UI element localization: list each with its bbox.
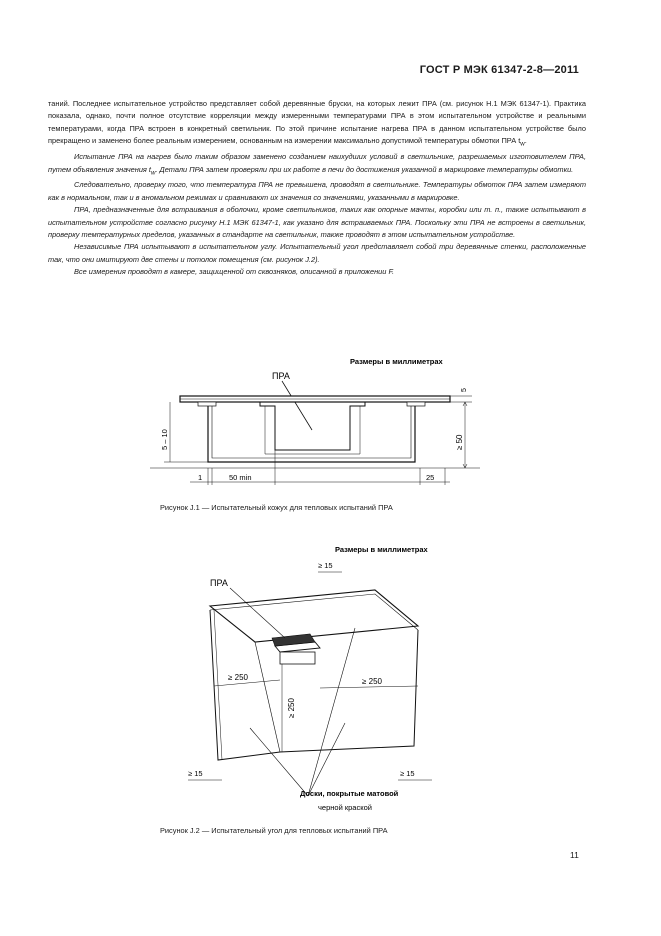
fig2-dim-height: ≥ 250 [287, 698, 296, 718]
fig1-housing [208, 402, 415, 462]
paragraph-5: Независимые ПРА испытывают в испытательном углу. Испытательный угол представляет собой три деревянные стенки, расположенные так, что они имитируют две стены и потолок помещения (см. рисунок J.2). [48, 242, 586, 264]
fig1-pra-leader [282, 381, 312, 430]
fig2-dims-note: Размеры в миллиметрах [335, 545, 428, 554]
paragraph-6: Все измерения проводят в камере, защищенной от сквозняков, описанной в приложении F. [74, 267, 395, 277]
paragraph-1: таний. Последнее испытательное устройство представляет собой деревянные бруски, на которых лежит ПРА (см. рисунок Н.1 МЭК 61347-1). Практика показала, однако, почти полное отсутствие корреляции между измеренными температурами ПРА в этом испытательном устройстве и реальными температурами, когда ПРА встроен в конкретный светильник. По этой причине испытание нагрева ПРА в данном испытательном устройстве было прекращено и заменено более реальным измерением, основанным на измерении максимально допустимой температуры обмотки ПРА $t_w$. [48, 99, 586, 148]
figure-j2-caption: Рисунок J.2 — Испытательный угол для тепловых испытаний ПРА [160, 826, 388, 835]
figure-j2-drawing [170, 538, 470, 818]
fig2-boards-note-2: черной краской [318, 803, 372, 812]
fig1-dims-note: Размеры в миллиметрах [350, 357, 443, 366]
body-text [48, 98, 586, 279]
fig2-dim-br: ≥ 15 [400, 769, 415, 778]
fig2-dim-left-w: ≥ 250 [228, 673, 248, 682]
fig1-dim-gap: 5 – 10 [160, 429, 169, 450]
fig1-dim-height: ≥ 50 [455, 434, 464, 450]
fig1-ballast [260, 402, 365, 450]
fig1-dim-min: 50 min [229, 473, 252, 482]
page-number: 11 [570, 850, 579, 860]
paragraph-2: Испытание ПРА на нагрев было таким образом заменено созданием наихудших условий в светильнике, разрешаемых изготовителем ПРА, путем объявления значения $t_w$. Детали ПРА затем проверяли при их работе в печи до достижения указанной в маркировке температуры обмотки. [48, 152, 586, 176]
paragraph-4: ПРА, предназначенные для встраивания в оболочки, кроме светильников, таких как опорные мачты, коробки или т. п., также испытывают в испытательном устройстве согласно рисунку Н.1 МЭК 61347-1, как указано для встраиваемых ПРА. Поскольку эти ПРА не встроены в светильник, проверку температурных пределов, указанных в стандарте на светильник, также проводят в этом испытательном устройстве. [48, 205, 586, 239]
paragraph-3: Следовательно, проверку того, что температура ПРА не превышена, проводят в светильнике. Температуры обмоток ПРА затем измеряют как в нормальном, так и в аномальном режимах и сравнивают их значения со значениями, указанными в маркировке. [48, 180, 586, 202]
fig2-label-pra: ПРА [210, 578, 228, 588]
fig1-label-pra: ПРА [272, 371, 290, 381]
page-header: ГОСТ Р МЭК 61347-2-8—2011 [419, 64, 579, 76]
fig2-boards-note-1: Доски, покрытые матовой [300, 789, 399, 798]
fig2-dim-top: ≥ 15 [318, 561, 333, 570]
fig1-dim-left: 1 [198, 473, 203, 482]
fig1-dim-top: 5 [461, 388, 468, 392]
fig1-dim-right: 25 [426, 473, 435, 482]
fig2-dim-right-w: ≥ 250 [362, 677, 382, 686]
fig2-dim-bl: ≥ 15 [188, 769, 203, 778]
figure-j1-drawing [150, 350, 490, 500]
figure-j1-caption: Рисунок J.1 — Испытательный кожух для тепловых испытаний ПРА [160, 503, 393, 512]
